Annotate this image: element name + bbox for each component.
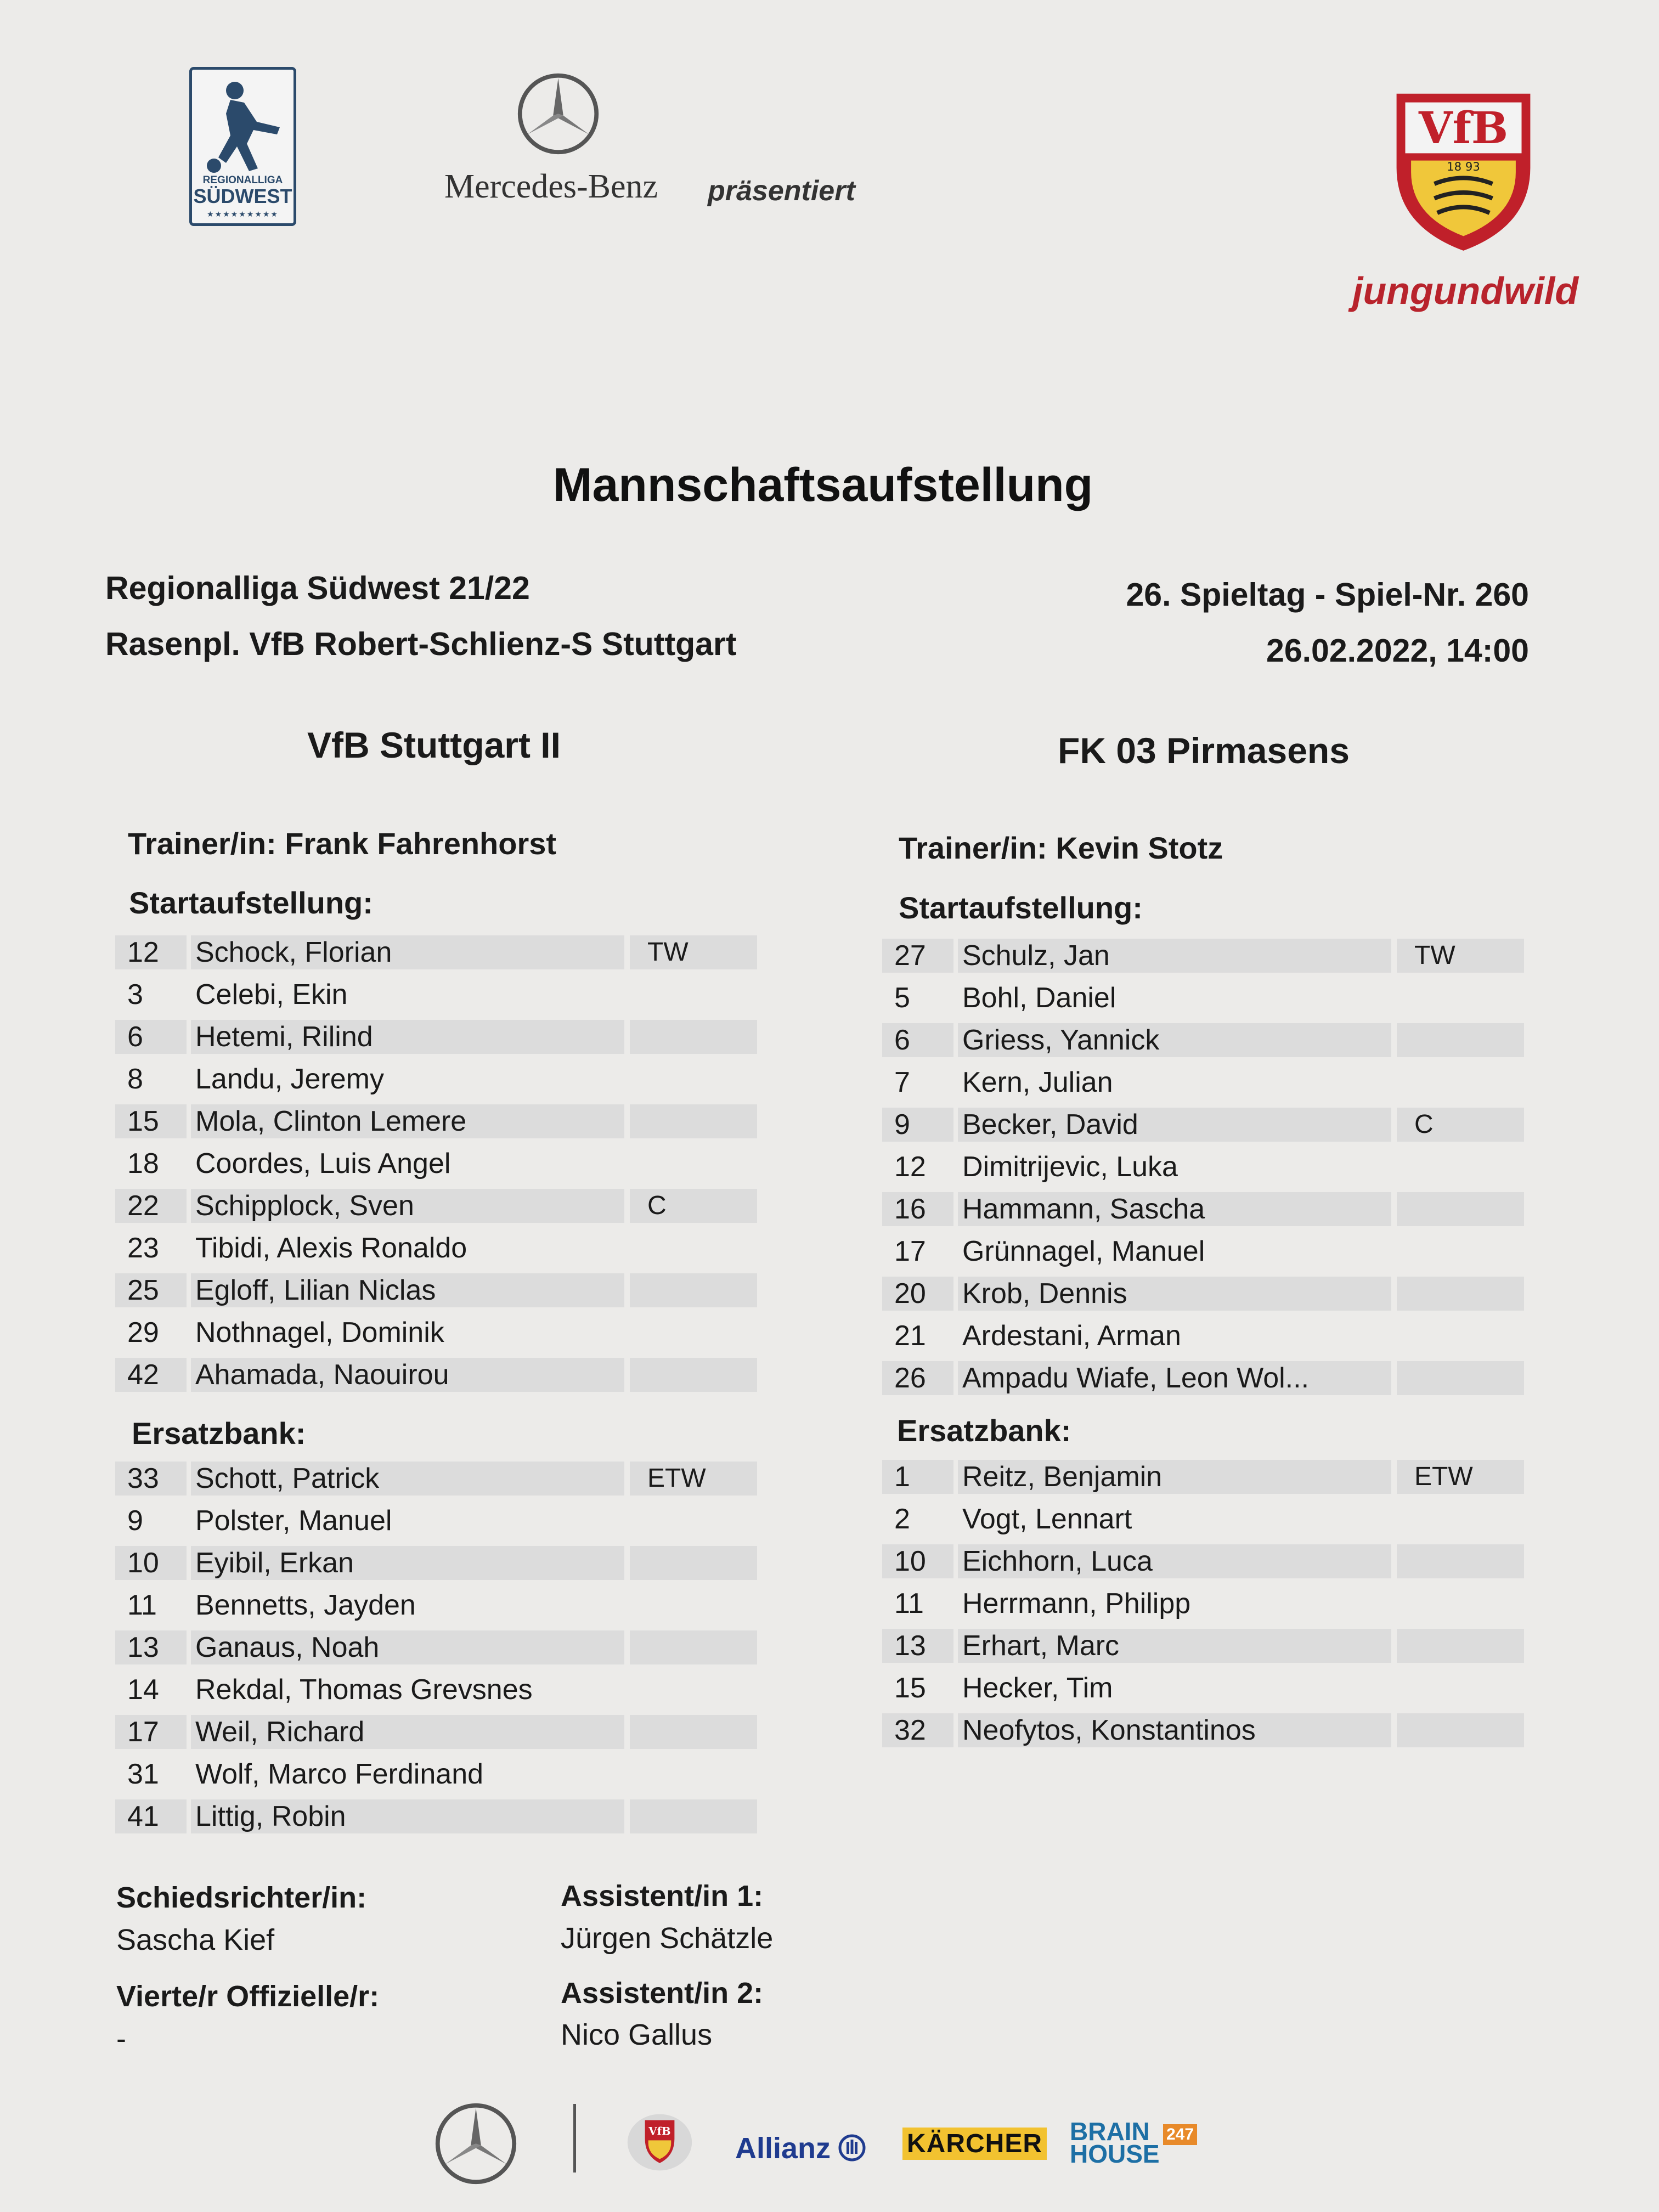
player-row bbox=[882, 1540, 1524, 1582]
player-number: 6 bbox=[882, 1023, 953, 1057]
player-role bbox=[630, 1020, 757, 1054]
player-name: Neofytos, Konstantinos bbox=[958, 1713, 1391, 1747]
player-name: Herrmann, Philipp bbox=[962, 1587, 1191, 1620]
player-role: C bbox=[630, 1189, 757, 1223]
regionalliga-suedwest-logo bbox=[189, 67, 296, 226]
player-number: 13 bbox=[115, 1630, 187, 1664]
player-role bbox=[1397, 1277, 1524, 1311]
player-name: Schock, Florian bbox=[191, 935, 624, 969]
player-row bbox=[882, 977, 1524, 1019]
player-row bbox=[115, 973, 757, 1015]
player-role bbox=[1397, 1713, 1524, 1747]
player-role bbox=[1397, 1150, 1524, 1184]
player-role bbox=[630, 1546, 757, 1580]
player-name: Becker, David bbox=[958, 1108, 1391, 1142]
player-number: 12 bbox=[115, 935, 187, 969]
player-role bbox=[1397, 1361, 1524, 1395]
player-row bbox=[115, 1311, 757, 1353]
football-player-icon bbox=[192, 75, 294, 179]
player-row bbox=[882, 1498, 1524, 1540]
fourth-official-label: Vierte/r Offizielle/r: bbox=[116, 1980, 380, 2013]
player-number: 12 bbox=[894, 1150, 926, 1183]
player-name: Ampadu Wiafe, Leon Wol... bbox=[958, 1361, 1391, 1395]
home-bench-list bbox=[115, 1457, 757, 1837]
player-role bbox=[1397, 1192, 1524, 1226]
crest-letters: VfB bbox=[1418, 101, 1509, 154]
player-name: Ganaus, Noah bbox=[191, 1630, 624, 1664]
player-row bbox=[115, 1142, 757, 1184]
player-number: 21 bbox=[894, 1319, 926, 1352]
mercedes-star-footer-icon bbox=[433, 2101, 518, 2186]
assistant1-name: Jürgen Schätzle bbox=[561, 1922, 774, 1955]
player-role bbox=[630, 1231, 757, 1265]
referee-label: Schiedsrichter/in: bbox=[116, 1881, 367, 1914]
player-number: 27 bbox=[882, 939, 953, 973]
player-number: 23 bbox=[127, 1232, 159, 1264]
player-row bbox=[115, 1584, 757, 1626]
player-name: Hecker, Tim bbox=[962, 1672, 1113, 1704]
fourth-official-name: - bbox=[116, 2022, 126, 2055]
player-number: 17 bbox=[115, 1715, 187, 1749]
brainhouse-line1: BRAIN bbox=[1070, 2117, 1150, 2146]
player-number: 6 bbox=[115, 1020, 187, 1054]
home-starting-lineup bbox=[115, 931, 757, 1396]
player-number: 13 bbox=[882, 1629, 953, 1663]
player-name: Weil, Richard bbox=[191, 1715, 624, 1749]
allianz-logo: Allianz bbox=[735, 2132, 831, 2165]
player-row bbox=[115, 1269, 757, 1311]
player-number: 41 bbox=[115, 1799, 187, 1833]
player-role: ETW bbox=[1397, 1460, 1524, 1494]
player-row bbox=[882, 1146, 1524, 1188]
away-bench-list bbox=[882, 1455, 1524, 1751]
player-name: Ahamada, Naouirou bbox=[191, 1358, 624, 1392]
player-role bbox=[1397, 1671, 1524, 1705]
player-number: 15 bbox=[894, 1672, 926, 1704]
player-role bbox=[630, 1504, 757, 1538]
player-row bbox=[882, 1019, 1524, 1061]
mercedes-benz-wordmark: Mercedes-Benz bbox=[444, 168, 658, 205]
player-name: Eyibil, Erkan bbox=[191, 1546, 624, 1580]
player-row bbox=[882, 934, 1524, 977]
player-name: Schott, Patrick bbox=[191, 1462, 624, 1496]
player-row bbox=[115, 1668, 757, 1711]
player-number: 3 bbox=[127, 978, 143, 1011]
player-row bbox=[882, 1061, 1524, 1103]
player-name: Schipplock, Sven bbox=[191, 1189, 624, 1223]
player-role bbox=[630, 1673, 757, 1707]
venue: Rasenpl. VfB Robert-Schlienz-S Stuttgart bbox=[105, 626, 737, 662]
player-row bbox=[882, 1582, 1524, 1624]
player-number: 11 bbox=[127, 1589, 157, 1621]
player-role bbox=[1397, 1319, 1524, 1353]
player-number: 5 bbox=[894, 981, 910, 1014]
player-row bbox=[882, 1667, 1524, 1709]
player-name: Landu, Jeremy bbox=[195, 1063, 384, 1095]
league-logo-stars: ★★★★★★★★★ bbox=[207, 210, 279, 218]
player-name: Schulz, Jan bbox=[958, 939, 1391, 973]
brainhouse-247-badge: 247 bbox=[1163, 2124, 1197, 2145]
player-row bbox=[882, 1455, 1524, 1498]
player-role bbox=[630, 1358, 757, 1392]
away-trainer: Trainer/in: Kevin Stotz bbox=[899, 831, 1223, 865]
away-starting-lineup bbox=[882, 934, 1524, 1399]
player-number: 7 bbox=[894, 1066, 910, 1098]
player-role bbox=[1397, 1023, 1524, 1057]
player-number: 16 bbox=[882, 1192, 953, 1226]
home-starting-label: Startaufstellung: bbox=[129, 885, 373, 920]
player-role bbox=[630, 1147, 757, 1181]
player-name: Celebi, Ekin bbox=[195, 978, 348, 1011]
player-role bbox=[1397, 1629, 1524, 1663]
league-logo-line1: REGIONALLIGA bbox=[202, 174, 283, 187]
player-number: 8 bbox=[127, 1063, 143, 1095]
player-row bbox=[115, 1542, 757, 1584]
player-name: Reitz, Benjamin bbox=[958, 1460, 1391, 1494]
matchday: 26. Spieltag - Spiel-Nr. 260 bbox=[1126, 577, 1529, 613]
home-bench-label: Ersatzbank: bbox=[132, 1416, 306, 1451]
player-row bbox=[115, 1499, 757, 1542]
player-name: Tibidi, Alexis Ronaldo bbox=[195, 1232, 467, 1264]
player-name: Bohl, Daniel bbox=[962, 981, 1116, 1014]
player-role bbox=[630, 1316, 757, 1350]
player-row bbox=[882, 1709, 1524, 1751]
player-role bbox=[1397, 1234, 1524, 1268]
mercedes-star-icon bbox=[516, 71, 601, 156]
player-number: 29 bbox=[127, 1316, 159, 1348]
footer-divider bbox=[573, 2104, 576, 2172]
player-row bbox=[115, 1457, 757, 1499]
player-role bbox=[630, 1799, 757, 1833]
player-name: Rekdal, Thomas Grevsnes bbox=[195, 1673, 533, 1706]
player-role bbox=[1397, 1587, 1524, 1621]
player-name: Nothnagel, Dominik bbox=[195, 1316, 444, 1348]
player-role bbox=[630, 1273, 757, 1307]
player-name: Wolf, Marco Ferdinand bbox=[195, 1758, 484, 1790]
player-role: TW bbox=[1397, 939, 1524, 973]
player-number: 9 bbox=[882, 1108, 953, 1142]
player-name: Bennetts, Jayden bbox=[195, 1589, 416, 1621]
brainhouse-line2: HOUSE bbox=[1070, 2140, 1160, 2169]
assistant1-label: Assistent/in 1: bbox=[561, 1880, 764, 1912]
footer-crest-letters: VfB bbox=[648, 2125, 671, 2138]
player-role: ETW bbox=[630, 1462, 757, 1496]
player-row bbox=[882, 1314, 1524, 1357]
player-row bbox=[115, 1795, 757, 1837]
player-row bbox=[882, 1624, 1524, 1667]
player-row bbox=[115, 1100, 757, 1142]
player-number: 25 bbox=[115, 1273, 187, 1307]
player-number: 26 bbox=[882, 1361, 953, 1395]
player-role bbox=[630, 1757, 757, 1791]
assistant2-name: Nico Gallus bbox=[561, 2018, 713, 2051]
player-role bbox=[1397, 1502, 1524, 1536]
brainhouse-logo bbox=[1070, 2117, 1160, 2169]
referee-name: Sascha Kief bbox=[116, 1923, 275, 1956]
player-number: 2 bbox=[894, 1503, 910, 1535]
home-trainer: Trainer/in: Frank Fahrenhorst bbox=[128, 826, 557, 861]
player-number: 42 bbox=[115, 1358, 187, 1392]
player-number: 11 bbox=[894, 1587, 924, 1620]
player-row bbox=[882, 1357, 1524, 1399]
player-number: 1 bbox=[882, 1460, 953, 1494]
player-role bbox=[630, 1104, 757, 1138]
allianz-eagle-icon bbox=[838, 2134, 866, 2162]
document-title: Mannschaftsaufstellung bbox=[552, 459, 1093, 511]
player-number: 33 bbox=[115, 1462, 187, 1496]
player-role bbox=[630, 1062, 757, 1096]
player-row bbox=[115, 1184, 757, 1227]
player-number: 32 bbox=[882, 1713, 953, 1747]
player-name: Grünnagel, Manuel bbox=[962, 1235, 1205, 1267]
player-number: 31 bbox=[127, 1758, 159, 1790]
club-slogan: jungundwild bbox=[1352, 269, 1579, 312]
player-row bbox=[115, 1753, 757, 1795]
player-role bbox=[630, 1630, 757, 1664]
player-role: TW bbox=[630, 935, 757, 969]
player-number: 18 bbox=[127, 1147, 159, 1180]
player-role bbox=[1397, 1544, 1524, 1578]
player-number: 10 bbox=[115, 1546, 187, 1580]
player-row bbox=[115, 1058, 757, 1100]
player-name: Eichhorn, Luca bbox=[958, 1544, 1391, 1578]
player-number: 22 bbox=[115, 1189, 187, 1223]
player-number: 15 bbox=[115, 1104, 187, 1138]
away-team-name: FK 03 Pirmasens bbox=[1058, 730, 1350, 771]
match-datetime: 26.02.2022, 14:00 bbox=[1266, 633, 1529, 669]
player-name: Krob, Dennis bbox=[958, 1277, 1391, 1311]
player-row bbox=[115, 1227, 757, 1269]
player-number: 20 bbox=[882, 1277, 953, 1311]
player-role bbox=[1397, 981, 1524, 1015]
player-name: Egloff, Lilian Niclas bbox=[191, 1273, 624, 1307]
player-name: Vogt, Lennart bbox=[962, 1503, 1132, 1535]
player-role bbox=[1397, 1065, 1524, 1099]
player-number: 14 bbox=[127, 1673, 159, 1706]
player-name: Ardestani, Arman bbox=[962, 1319, 1181, 1352]
player-name: Griess, Yannick bbox=[958, 1023, 1391, 1057]
player-name: Coordes, Luis Angel bbox=[195, 1147, 451, 1180]
vfb-crest-icon bbox=[1391, 88, 1536, 255]
player-row bbox=[115, 931, 757, 973]
home-team-name: VfB Stuttgart II bbox=[307, 725, 561, 765]
crest-year: 18 93 bbox=[1447, 160, 1480, 174]
player-name: Mola, Clinton Lemere bbox=[191, 1104, 624, 1138]
player-row bbox=[882, 1230, 1524, 1272]
player-row bbox=[115, 1015, 757, 1058]
player-row bbox=[882, 1188, 1524, 1230]
away-bench-label: Ersatzbank: bbox=[897, 1413, 1071, 1448]
away-starting-label: Startaufstellung: bbox=[899, 890, 1143, 925]
player-name: Hetemi, Rilind bbox=[191, 1020, 624, 1054]
kaercher-logo: KÄRCHER bbox=[902, 2128, 1047, 2160]
player-name: Kern, Julian bbox=[962, 1066, 1113, 1098]
player-row bbox=[882, 1103, 1524, 1146]
league-name: Regionalliga Südwest 21/22 bbox=[105, 570, 530, 606]
player-row bbox=[115, 1711, 757, 1753]
player-number: 9 bbox=[127, 1504, 143, 1537]
player-row bbox=[882, 1272, 1524, 1314]
assistant2-label: Assistent/in 2: bbox=[561, 1977, 764, 2010]
player-row bbox=[115, 1626, 757, 1668]
player-role bbox=[630, 1715, 757, 1749]
player-name: Dimitrijevic, Luka bbox=[962, 1150, 1178, 1183]
player-name: Polster, Manuel bbox=[195, 1504, 392, 1537]
player-role bbox=[630, 978, 757, 1012]
player-name: Erhart, Marc bbox=[958, 1629, 1391, 1663]
league-logo-line2: SÜDWEST bbox=[193, 185, 292, 208]
player-number: 17 bbox=[894, 1235, 926, 1267]
player-number: 10 bbox=[882, 1544, 953, 1578]
player-name: Hammann, Sascha bbox=[958, 1192, 1391, 1226]
player-role bbox=[630, 1588, 757, 1622]
player-role: C bbox=[1397, 1108, 1524, 1142]
presents-text: präsentiert bbox=[708, 175, 855, 207]
vfb-freundeskreis-crest-icon bbox=[625, 2112, 694, 2172]
player-name: Littig, Robin bbox=[191, 1799, 624, 1833]
player-row bbox=[115, 1353, 757, 1396]
